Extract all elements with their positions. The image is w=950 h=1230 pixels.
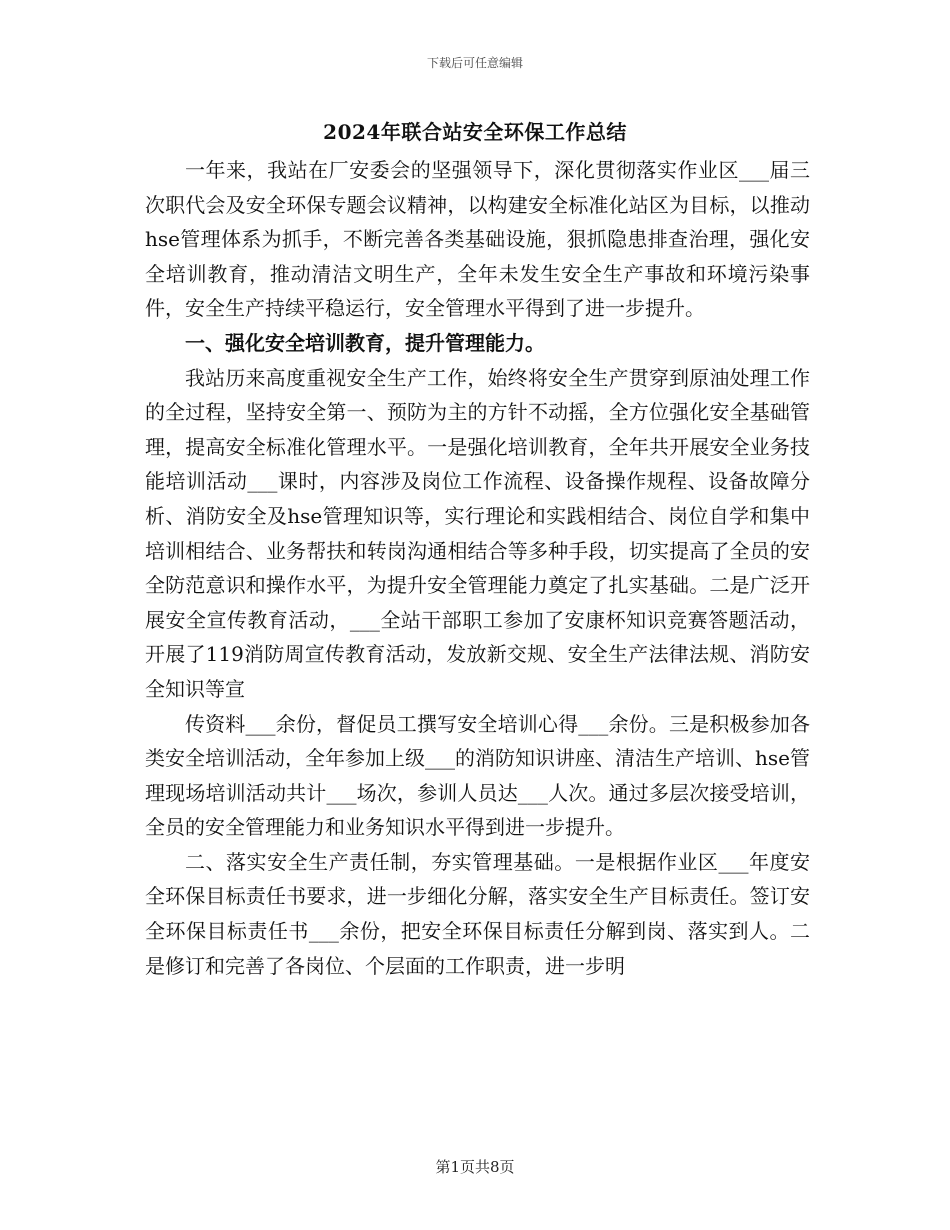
- paragraph-intro: 一年来，我站在厂安委会的坚强领导下，深化贯彻落实作业区___届三次职代会及安全环保专题会议精神，以构建安全标准化站区为目标，以推动hse管理体系为抓手，不断完善各类基础设施，狠抓隐患排查治理，强化安全培训教育，推动清洁文明生产，全年未发生安全生产事故和环境污染事件，安全生产持续平稳运行，安全管理水平得到了进一步提升。: [145, 158, 810, 321]
- section-heading-1: 一、强化安全培训教育，提升管理能力。: [185, 330, 545, 355]
- paragraph-training: 我站历来高度重视安全生产工作，始终将安全生产贯穿到原油处理工作的全过程，坚持安全第一、预防为主的方针不动摇，全方位强化安全基础管理，提高安全标准化管理水平。一是强化培训教育，全年共开展安全业务技能培训活动___课时，内容涉及岗位工作流程、设备操作规程、设备故障分析、消防安全及hse管理知识等，实行理论和实践相结合、岗位自学和集中培训相结合、业务帮扶和转岗沟通相结合等多种手段，切实提高了全员的安全防范意识和操作水平，为提升安全管理能力奠定了扎实基础。二是广泛开展安全宣传教育活动，___全站干部职工参加了安康杯知识竞赛答题活动，开展了119消防周宣传教育活动，发放新交规、安全生产法律法规、消防安全知识等宣: [145, 365, 810, 701]
- paragraph-responsibility: 二、落实安全生产责任制，夯实管理基础。一是根据作业区___年度安全环保目标责任书要求，进一步细化分解，落实安全生产目标责任。签订安全环保目标责任书___余份，把安全环保目标责任分解到岗、落实到人。二是修订和完善了各岗位、个层面的工作职责，进一步明: [145, 849, 810, 978]
- page-header-note: 下载后可任意编辑: [426, 56, 523, 70]
- page-number: 第1页共8页: [435, 1158, 515, 1176]
- document-body: [145, 153, 810, 983]
- document-title: 2024年联合站安全环保工作总结: [323, 120, 627, 144]
- paragraph-training-continued: 传资料___余份，督促员工撰写安全培训心得___余份。三是积极参加各类安全培训活动，全年参加上级___的消防知识讲座、清洁生产培训、hse管理现场培训活动共计___场次，参训人员达___人次。通过多层次接受培训，全员的安全管理能力和业务知识水平得到进一步提升。: [145, 711, 810, 840]
